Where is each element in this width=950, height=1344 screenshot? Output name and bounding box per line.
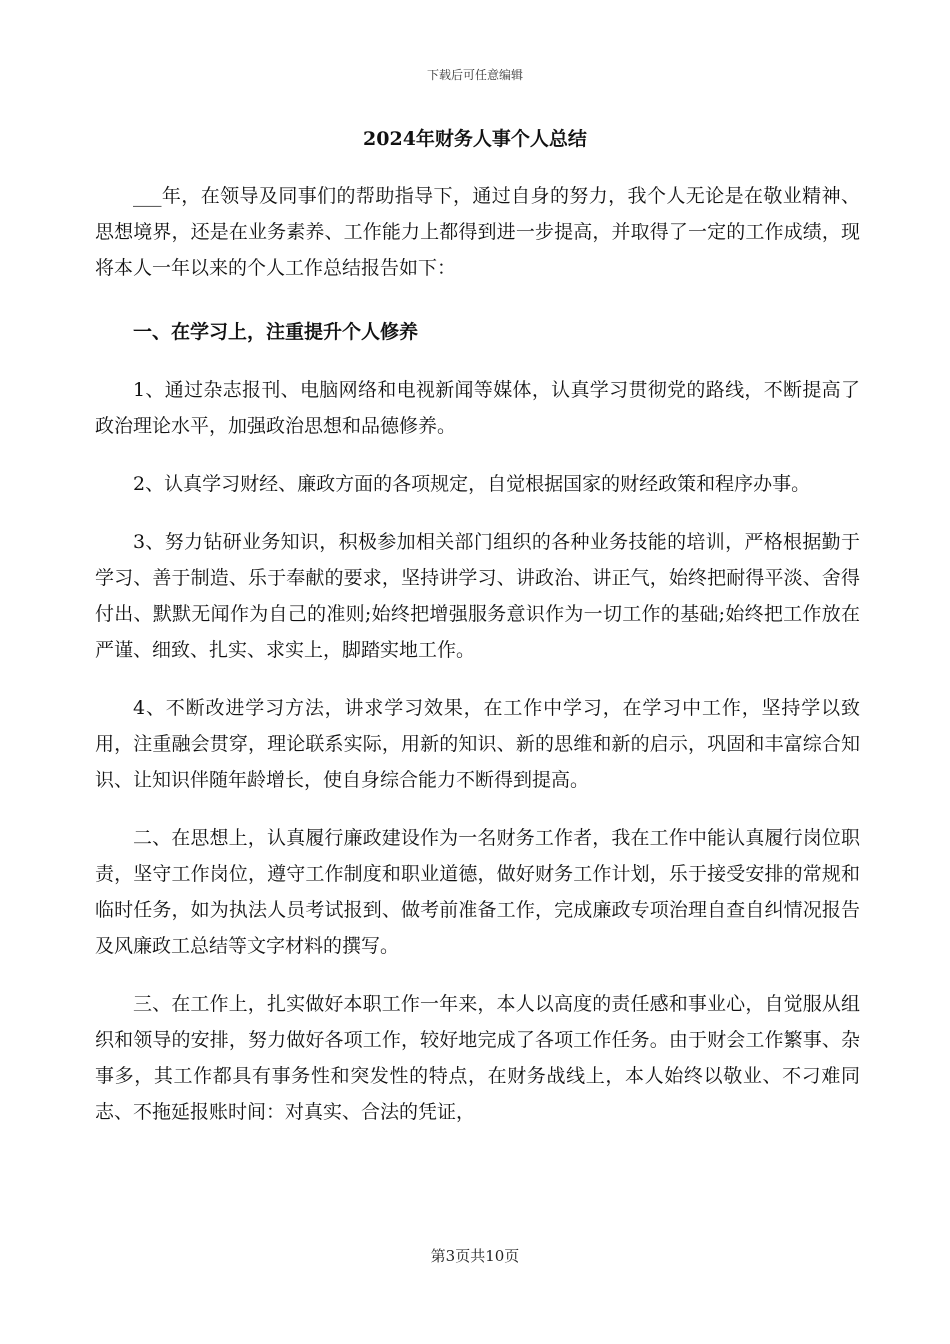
paragraph-3: 3、努力钻研业务知识，积极参加相关部门组织的各种业务技能的培训，严格根据勤于学习、善于制造、乐于奉献的要求，坚持讲学习、讲政治、讲正气，始终把耐得平淡、舍得付出、默默无闻作为自己的准则;始终把增强服务意识作为一切工作的基础;始终把工作放在严谨、细致、扎实、求实上，脚踏实地工作。 [95,531,860,661]
page-footer: 第3页共10页 [430,1247,520,1265]
paragraph-1: 1、通过杂志报刊、电脑网络和电视新闻等媒体，认真学习贯彻党的路线，不断提高了政治理论水平，加强政治思想和品德修养。 [95,379,860,437]
paragraph-4: 4、不断改进学习方法，讲求学习效果，在工作中学习，在学习中工作，坚持学以致用，注重融会贯穿，理论联系实际，用新的知识、新的思维和新的启示，巩固和丰富综合知识、让知识伴随年龄增长，使自身综合能力不断得到提高。 [95,697,860,791]
paragraph-2: 2、认真学习财经、廉政方面的各项规定，自觉根据国家的财经政策和程序办事。 [133,473,811,495]
paragraph-5: 二、在思想上，认真履行廉政建设作为一名财务工作者，我在工作中能认真履行岗位职责，坚守工作岗位，遵守工作制度和职业道德，做好财务工作计划，乐于接受安排的常规和临时任务，如为执法人员考试报到、做考前准备工作，完成廉政专项治理自查自纠情况报告及风廉政工总结等文字材料的撰写。 [95,827,860,957]
document-title: 2024年财务人事个人总结 [363,128,587,150]
intro-paragraph [95,178,860,286]
document-body [95,178,860,1130]
paragraph-6: 三、在工作上，扎实做好本职工作一年来，本人以高度的责任感和事业心，自觉服从组织和领导的安排，努力做好各项工作，较好地完成了各项工作任务。由于财会工作繁事、杂事多，其工作都具有事务性和突发性的特点，在财务战线上，本人始终以敬业、不刁难同志、不拖延报账时间：对真实、合法的凭证， [95,993,860,1123]
section-heading: 一、在学习上，注重提升个人修养 [133,321,419,343]
intro-text: 年，在领导及同事们的帮助指导下，通过自身的努力，我个人无论是在敬业精神、思想境界，还是在业务素养、工作能力上都得到进一步提高，并取得了一定的工作成绩，现将本人一年以来的个人工作总结报告如下： [95,185,860,279]
header-note: 下载后可任意编辑 [426,68,523,82]
intro-blank: ___ [133,185,162,207]
